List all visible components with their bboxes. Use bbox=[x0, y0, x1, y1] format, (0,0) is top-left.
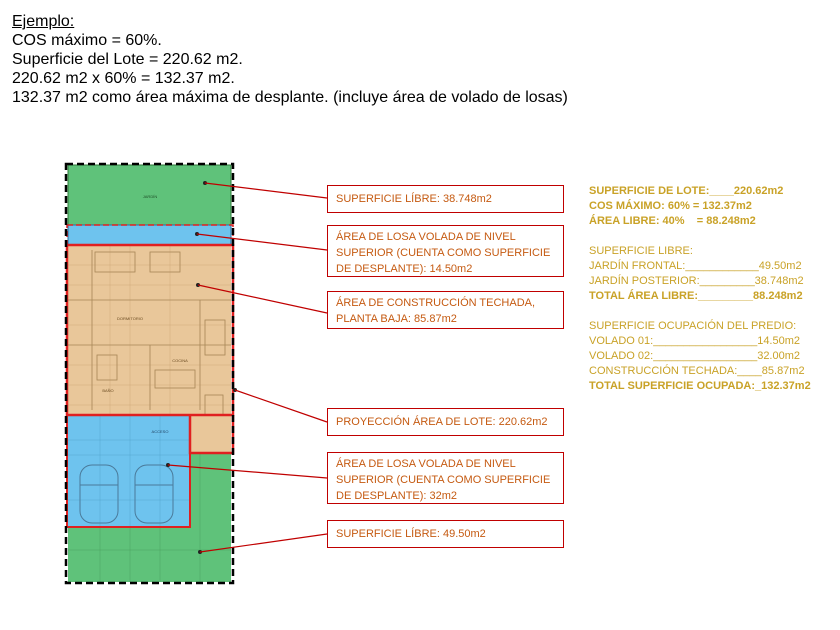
summary-volado-02: VOLADO 02:_________________32.00m2 bbox=[589, 350, 801, 362]
callout-lot-projection: PROYECCIÓN ÁREA DE LOTE: 220.62m2 bbox=[327, 408, 564, 436]
cos-line: COS máximo = 60%. bbox=[12, 32, 162, 49]
access-label: ACCESO bbox=[151, 429, 169, 434]
summary-cos-max: COS MÁXIMO: 60% = 132.37m2 bbox=[589, 200, 752, 212]
area-summary bbox=[589, 184, 811, 394]
max-area-line: 132.37 m2 como área máxima de desplante. (incluye área de volado de losas) bbox=[12, 89, 568, 106]
summary-free-area: ÁREA LIBRE: 40% = 88.248m2 bbox=[589, 215, 756, 227]
summary-volado-01: VOLADO 01:_________________14.50m2 bbox=[589, 335, 801, 347]
summary-occupation-title: SUPERFICIE OCUPACIÓN DEL PREDIO: bbox=[589, 320, 797, 332]
covered-construction-area bbox=[68, 245, 231, 415]
construction-right-strip bbox=[190, 415, 231, 453]
callout-rear-free-area: SUPERFICIE LÍBRE: 38.748m2 bbox=[327, 185, 564, 213]
front-garden-area bbox=[68, 527, 231, 582]
kitchen-label: COCINA bbox=[172, 358, 188, 363]
callout-lower-cantilever: ÁREA DE LOSA VOLADA DE NIVEL SUPERIOR (CUENTA COMO SUPERFICIE DE DESPLANTE): 32m2 bbox=[327, 452, 564, 504]
summary-covered: CONSTRUCCIÓN TECHADA:____85.87m2 bbox=[589, 365, 805, 377]
bath-label: BAÑO bbox=[102, 388, 114, 393]
summary-lot-area: SUPERFICIE DE LOTE:____220.62m2 bbox=[589, 185, 784, 197]
summary-front-garden: JARDÍN FRONTAL:____________49.50m2 bbox=[589, 260, 802, 272]
callout-covered-construction: ÁREA DE CONSTRUCCIÓN TECHADA, PLANTA BAJA: 85.87m2 bbox=[327, 291, 564, 329]
garden-label: JARDÍN bbox=[142, 194, 158, 199]
summary-total-occupied: TOTAL SUPERFICIE OCUPADA:_132.37m2 bbox=[589, 380, 811, 392]
summary-rear-garden: JARDÍN POSTERIOR:_________38.748m2 bbox=[589, 275, 804, 287]
lot-area-line: Superficie del Lote = 220.62 m2. bbox=[12, 51, 243, 68]
room-label: DORMITORIO bbox=[117, 316, 143, 321]
callout-upper-cantilever: ÁREA DE LOSA VOLADA DE NIVEL SUPERIOR (CUENTA COMO SUPERFICIE DE DESPLANTE): 14.50m2 bbox=[327, 225, 564, 277]
example-title: Ejemplo: bbox=[12, 13, 75, 30]
calc-line: 220.62 m2 x 60% = 132.37 m2. bbox=[12, 70, 235, 87]
front-garden-side bbox=[190, 453, 231, 527]
callout-front-free-area: SUPERFICIE LÍBRE: 49.50m2 bbox=[327, 520, 564, 548]
summary-total-free: TOTAL ÁREA LIBRE:_________88.248m2 bbox=[589, 290, 803, 302]
summary-free-title: SUPERFICIE LIBRE: bbox=[589, 245, 693, 257]
